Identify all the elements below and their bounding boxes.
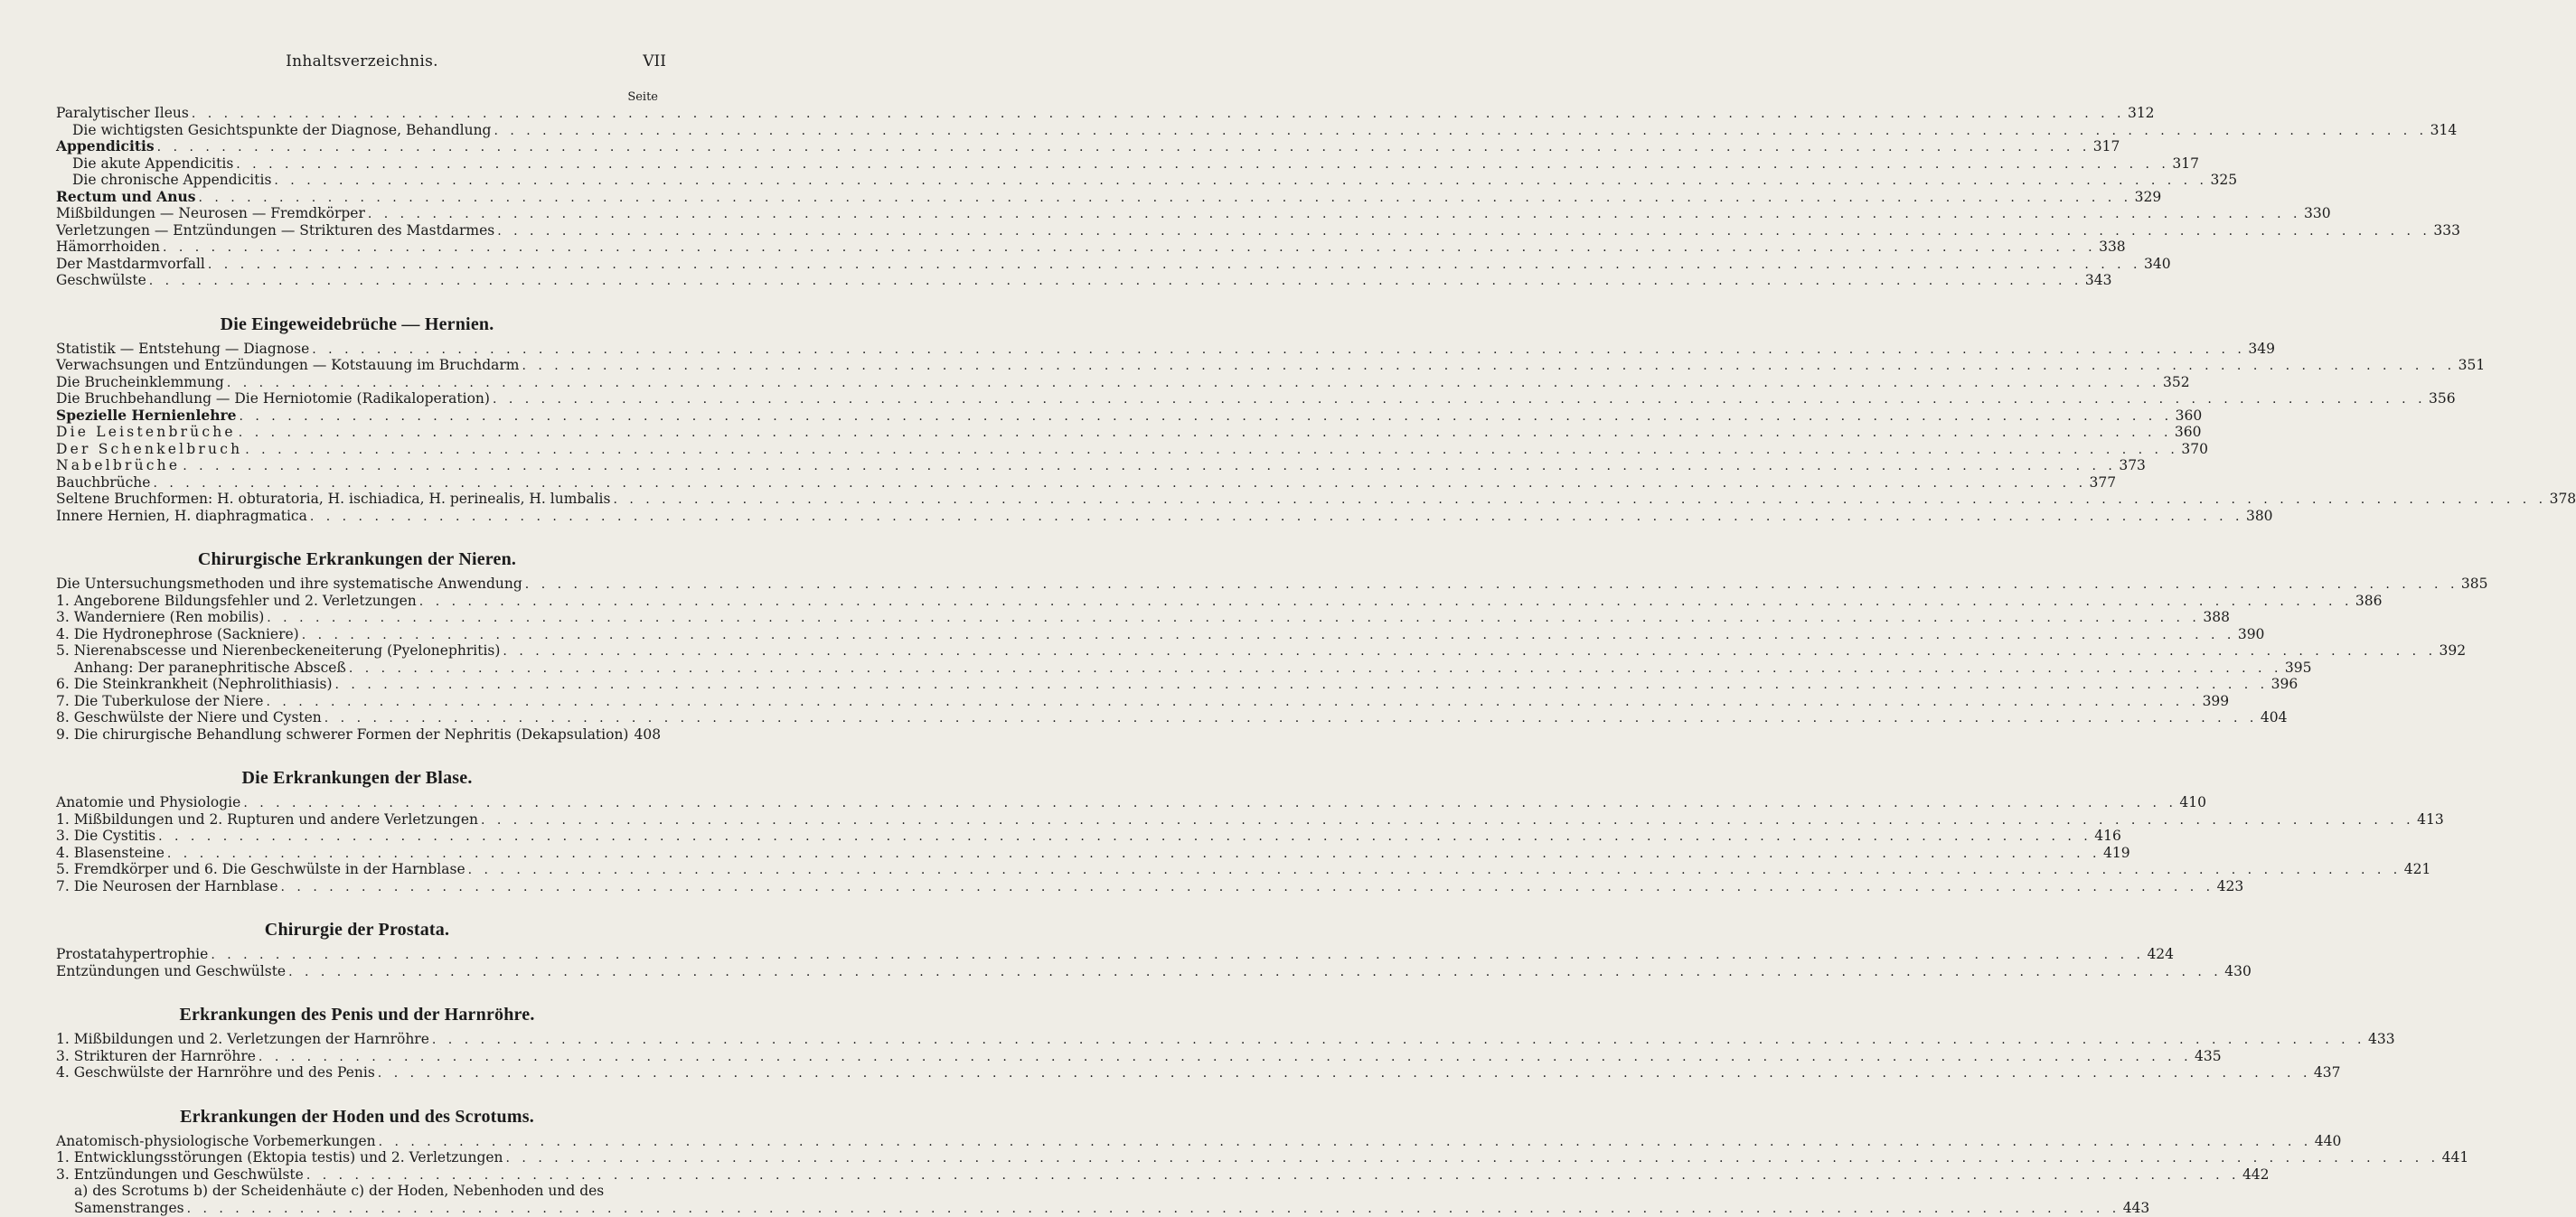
toc-entry-page: 424 <box>2147 946 2174 963</box>
leader-dots: . . . . . . . . . . . . . . . . . . . . . . . . . . . . . . . . . . . . . . . . . . . . . . . . . . . . . . . . . . . . . . . . . . . . . . . . . . . . . . . . . . . . . . . . . . . . . . . . . . . . . . . . . . . . . . . . . . . . . . . . <box>281 879 2214 896</box>
leader-dots: . . . . . . . . . . . . . . . . . . . . . . . . . . . . . . . . . . . . . . . . . . . . . . . . . . . . . . . . . . . . . . . . . . . . . . . . . . . . . . . . . . . . . . . . . . . . . . . . . . . . . . . . . . . . . . . . . . . . . . . . <box>335 677 2269 694</box>
toc-entry-label: Anhang: Der paranephritische Absceß <box>74 660 346 677</box>
toc-entry-page: 356 <box>2429 390 2456 407</box>
toc-entry-page: 435 <box>2195 1048 2222 1065</box>
toc-entry-page: 351 <box>2458 357 2486 374</box>
toc-entry-page: 378 <box>2550 491 2576 508</box>
toc-entry-page: 408 <box>634 726 661 744</box>
toc-entry-label: Verwachsungen und Entzündungen — Kotstauung im Bruchdarm <box>56 357 519 374</box>
toc-entry-label: 1. Entwicklungsstörungen (Ektopia testis) und 2. Verletzungen <box>56 1149 503 1166</box>
toc-entry-page: 433 <box>2368 1031 2395 1048</box>
section-gap <box>56 894 658 919</box>
toc-entry-label: Der Schenkelbruch <box>56 441 242 458</box>
leader-dots: . . . . . . . . . . . . . . . . . . . . . . . . . . . . . . . . . . . . . . . . . . . . . . . . . . . . . . . . . . . . . . . . . . . . . . . . . . . . . . . . . . . . . . . . . . . . . . . . . . . . . . . . . . . . . . . . . . . . . . . . <box>158 828 2092 846</box>
toc-entry-label: Die Leistenbrüche <box>56 424 236 441</box>
leader-dots: . . . . . . . . . . . . . . . . . . . . . . . . . . . . . . . . . . . . . . . . . . . . . . . . . . . . . . . . . . . . . . . . . . . . . . . . . . . . . . . . . . . . . . . . . . . . . . . . . . . . . . . . . . . . . . . . . . . . . . . . <box>306 1167 2240 1184</box>
section-title: Die Erkrankungen der Blase. <box>56 767 658 789</box>
leader-dots: . . . . . . . . . . . . . . . . . . . . . . . . . . . . . . . . . . . . . . . . . . . . . . . . . . . . . . . . . . . . . . . . . . . . . . . . . . . . . . . . . . . . . . . . . . . . . . . . . . . . . . . . . . . . . . . . . . . . . . . . <box>378 1065 2311 1082</box>
section-title: Erkrankungen der Hoden und des Scrotums. <box>56 1106 658 1128</box>
toc-entry-label: 1. Mißbildungen und 2. Rupturen und andere Verletzungen <box>56 811 478 828</box>
toc-entry-page: 329 <box>2135 189 2162 206</box>
leader-dots: . . . . . . . . . . . . . . . . . . . . . . . . . . . . . . . . . . . . . . . . . . . . . . . . . . . . . . . . . . . . . . . . . . . . . . . . . . . . . . . . . . . . . . . . . . . . . . . . . . . . . . . . . . . . . . . . . . . . . . . . <box>259 1049 2192 1066</box>
leader-dots: . . . . . . . . . . . . . . . . . . . . . . . . . . . . . . . . . . . . . . . . . . . . . . . . . . . . . . . . . . . . . . . . . . . . . . . . . . . . . . . . . . . . . . . . . . . . . . . . . . . . . . . . . . . . . . . . . . . . . . . . <box>302 627 2235 644</box>
toc-entry-label: Der Mastdarmvorfall <box>56 256 205 273</box>
toc-entry-label: Die chronische Appendicitis <box>72 172 271 189</box>
toc-entry-page: 343 <box>2085 272 2112 289</box>
toc-entry <box>56 593 658 610</box>
toc-entry-label: Entzündungen und Geschwülste <box>56 963 286 980</box>
toc-entry-label: Die Brucheinklemmung <box>56 374 224 391</box>
toc-entry-page: 312 <box>2128 105 2155 122</box>
leader-dots: . . . . . . . . . . . . . . . . . . . . . . . . . . . . . . . . . . . . . . . . . . . . . . . . . . . . . . . . . . . . . . . . . . . . . . . . . . . . . . . . . . . . . . . . . . . . . . . . . . . . . . . . . . . . . . . . . . . . . . . . <box>432 1032 2365 1049</box>
toc-entry-label: Rectum und Anus <box>56 189 195 206</box>
toc-entry-label: Statistik — Entstehung — Diagnose <box>56 341 309 358</box>
toc-entry-label: 4. Geschwülste der Harnröhre und des Penis <box>56 1064 375 1081</box>
leader-dots: . . . . . . . . . . . . . . . . . . . . . . . . . . . . . . . . . . . . . . . . . . . . . . . . . . . . . . . . . . . . . . . . . . . . . . . . . . . . . . . . . . . . . . . . . . . . . . . . . . . . . . . . . . . . . . . . . . . . . . . . <box>167 846 2101 863</box>
leader-dots: . . . . . . . . . . . . . . . . . . . . . . . . . . . . . . . . . . . . . . . . . . . . . . . . . . . . . . . . . . . . . . . . . . . . . . . . . . . . . . . . . . . . . . . . . . . . . . . . . . . . . . . . . . . . . . . . . . . . . . . . <box>153 475 2086 492</box>
toc-entry-label: Die akute Appendicitis <box>72 155 233 173</box>
toc-entry-page: 349 <box>2248 341 2275 358</box>
toc-entry-page: 395 <box>2285 660 2312 677</box>
toc-entry-label: Nabelbrüche <box>56 457 180 474</box>
section-title: Erkrankungen des Penis und der Harnröhre. <box>56 1004 658 1025</box>
section-title: Chirurgische Erkrankungen der Nieren. <box>56 548 658 570</box>
toc-entry-label: 3. Die Cystitis <box>56 828 155 845</box>
toc-entry-page: 421 <box>2404 861 2431 878</box>
leader-dots: . . . . . . . . . . . . . . . . . . . . . . . . . . . . . . . . . . . . . . . . . . . . . . . . . . . . . . . . . . . . . . . . . . . . . . . . . . . . . . . . . . . . . . . . . . . . . . . . . . . . . . . . . . . . . . . . . . . . . . . . <box>227 375 2160 392</box>
toc-entry <box>56 1064 658 1081</box>
toc-entry-page: 410 <box>2179 794 2206 811</box>
toc-entry-page: 386 <box>2355 593 2383 610</box>
toc-entry-page: 419 <box>2103 845 2130 862</box>
toc-entry-page: 442 <box>2242 1166 2270 1184</box>
toc-entry <box>56 1048 658 1065</box>
toc-entry-page: 352 <box>2163 374 2190 391</box>
toc-entry <box>56 357 658 374</box>
leader-dots: . . . . . . . . . . . . . . . . . . . . . . . . . . . . . . . . . . . . . . . . . . . . . . . . . . . . . . . . . . . . . . . . . . . . . . . . . . . . . . . . . . . . . . . . . . . . . . . . . . . . . . . . . . . . . . . . . . . . . . . . <box>236 156 2169 173</box>
toc-entry <box>56 845 658 862</box>
section-gap <box>56 979 658 1004</box>
toc-entry <box>56 878 658 895</box>
toc-entry <box>56 441 658 458</box>
running-title: Inhaltsverzeichnis. <box>56 52 668 70</box>
page-header <box>56 52 668 74</box>
toc-entry <box>56 122 658 139</box>
toc-entry-label: 5. Nierenabscesse und Nierenbeckeneiterung (Pyelonephritis) <box>56 642 500 660</box>
toc-entry-label: Verletzungen — Entzündungen — Strikturen des Mastdarmes <box>56 222 494 239</box>
toc-entry-label: 7. Die Tuberkulose der Niere <box>56 693 263 710</box>
toc-entry <box>56 155 658 173</box>
toc-entry-label: Die Untersuchungsmethoden und ihre systematische Anwendung <box>56 576 522 593</box>
leader-dots: . . . . . . . . . . . . . . . . . . . . . . . . . . . . . . . . . . . . . . . . . . . . . . . . . . . . . . . . . . . . . . . . . . . . . . . . . . . . . . . . . . . . . . . . . . . . . . . . . . . . . . . . . . . . . . . . . . . . . . . . <box>525 576 2458 594</box>
toc-entry <box>56 474 658 491</box>
toc-entry-page: 437 <box>2314 1064 2341 1081</box>
toc-entry <box>56 272 658 289</box>
leader-dots: . . . . . . . . . . . . . . . . . . . . . . . . . . . . . . . . . . . . . . . . . . . . . . . . . . . . . . . . . . . . . . . . . . . . . . . . . . . . . . . . . . . . . . . . . . . . . . . . . . . . . . . . . . . . . . . . . . . . . . . . <box>310 509 2243 526</box>
toc-entry-page: 333 <box>2433 222 2460 239</box>
toc-entry-page: 325 <box>2211 172 2238 189</box>
section-gap <box>56 289 658 314</box>
toc-entry-page: 430 <box>2224 963 2252 980</box>
toc-entry <box>56 138 658 155</box>
toc-entry-page: 360 <box>2176 407 2203 425</box>
toc-entry-label: Geschwülste <box>56 272 146 289</box>
toc-entry-page: 377 <box>2090 474 2117 491</box>
leader-dots: . . . . . . . . . . . . . . . . . . . . . . . . . . . . . . . . . . . . . . . . . . . . . . . . . . . . . . . . . . . . . . . . . . . . . . . . . . . . . . . . . . . . . . . . . . . . . . . . . . . . . . . . . . . . . . . . . . . . . . . . <box>481 812 2414 829</box>
leader-dots: . . . . . . . . . . . . . . . . . . . . . . . . . . . . . . . . . . . . . . . . . . . . . . . . . . . . . . . . . . . . . . . . . . . . . . . . . . . . . . . . . . . . . . . . . . . . . . . . . . . . . . . . . . . . . . . . . . . . . . . . <box>613 491 2546 509</box>
toc-entry-label: 1. Mißbildungen und 2. Verletzungen der Harnröhre <box>56 1031 429 1048</box>
leader-dots: . . . . . . . . . . . . . . . . . . . . . . . . . . . . . . . . . . . . . . . . . . . . . . . . . . . . . . . . . . . . . . . . . . . . . . . . . . . . . . . . . . . . . . . . . . . . . . . . . . . . . . . . . . . . . . . . . . . . . . . . <box>274 173 2207 190</box>
toc-entry-label: 6. Die Steinkrankheit (Nephrolithiasis) <box>56 676 333 693</box>
toc-entry-label: Innere Hernien, H. diaphragmatica <box>56 508 307 525</box>
section-gap <box>56 743 658 767</box>
leader-dots: . . . . . . . . . . . . . . . . . . . . . . . . . . . . . . . . . . . . . . . . . . . . . . . . . . . . . . . . . . . . . . . . . . . . . . . . . . . . . . . . . . . . . . . . . . . . . . . . . . . . . . . . . . . . . . . . . . . . . . . . <box>208 257 2141 274</box>
leader-dots: . . . . . . . . . . . . . . . . . . . . . . . . . . . . . . . . . . . . . . . . . . . . . . . . . . . . . . . . . . . . . . . . . . . . . . . . . . . . . . . . . . . . . . . . . . . . . . . . . . . . . . . . . . . . . . . . . . . . . . . . <box>192 106 2125 123</box>
toc-entry <box>56 811 658 828</box>
toc-entry <box>56 341 658 358</box>
toc-entry <box>56 794 658 811</box>
toc-entry-page: 338 <box>2099 239 2126 256</box>
toc-entry-label: 7. Die Neurosen der Harnblase <box>56 878 278 895</box>
toc-entry-page: 404 <box>2261 709 2288 726</box>
toc-entry-page: 330 <box>2304 205 2331 222</box>
leader-dots: . . . . . . . . . . . . . . . . . . . . . . . . . . . . . . . . . . . . . . . . . . . . . . . . . . . . . . . . . . . . . . . . . . . . . . . . . . . . . . . . . . . . . . . . . . . . . . . . . . . . . . . . . . . . . . . . . . . . . . . . <box>243 795 2176 812</box>
leader-dots: . . . . . . . . . . . . . . . . . . . . . . . . . . . . . . . . . . . . . . . . . . . . . . . . . . . . . . . . . . . . . . . . . . . . . . . . . . . . . . . . . . . . . . . . . . . . . . . . . . . . . . . . . . . . . . . . . . . . . . . . <box>149 273 2082 290</box>
toc-entry <box>56 256 658 273</box>
toc-entry-label: Prostatahypertrophie <box>56 946 208 963</box>
toc-entry <box>56 508 658 525</box>
toc-entry-page: 390 <box>2238 626 2265 643</box>
toc-entry-page: 416 <box>2094 828 2121 845</box>
toc-entry-label: Mißbildungen — Neurosen — Fremdkörper <box>56 205 365 222</box>
leader-dots: . . . . . . . . . . . . . . . . . . . . . . . . . . . . . . . . . . . . . . . . . . . . . . . . . . . . . . . . . . . . . . . . . . . . . . . . . . . . . . . . . . . . . . . . . . . . . . . . . . . . . . . . . . . . . . . . . . . . . . . . <box>163 239 2096 257</box>
toc-entry-page: 399 <box>2203 693 2230 710</box>
toc-entry <box>56 946 658 963</box>
toc-entry-page: 443 <box>2123 1200 2150 1217</box>
toc-entry <box>56 1031 658 1048</box>
toc-entry <box>56 676 658 693</box>
leader-dots: . . . . . . . . . . . . . . . . . . . . . . . . . . . . . . . . . . . . . . . . . . . . . . . . . . . . . . . . . . . . . . . . . . . . . . . . . . . . . . . . . . . . . . . . . . . . . . . . . . . . . . . . . . . . . . . . . . . . . . . . <box>468 862 2402 879</box>
leader-dots: . . . . . . . . . . . . . . . . . . . . . . . . . . . . . . . . . . . . . . . . . . . . . . . . . . . . . . . . . . . . . . . . . . . . . . . . . . . . . . . . . . . . . . . . . . . . . . . . . . . . . . . . . . . . . . . . . . . . . . . . <box>239 425 2172 442</box>
leader-dots: . . . . . . . . . . . . . . . . . . . . . . . . . . . . . . . . . . . . . . . . . . . . . . . . . . . . . . . . . . . . . . . . . . . . . . . . . . . . . . . . . . . . . . . . . . . . . . . . . . . . . . . . . . . . . . . . . . . . . . . . <box>211 947 2144 964</box>
toc-entry <box>56 609 658 626</box>
toc-entry-page: 370 <box>2181 441 2208 458</box>
toc-entry <box>56 1200 658 1217</box>
toc-entry <box>56 642 658 660</box>
toc-entry <box>56 222 658 239</box>
leader-dots: . . . . . . . . . . . . . . . . . . . . . . . . . . . . . . . . . . . . . . . . . . . . . . . . . . . . . . . . . . . . . . . . . . . . . . . . . . . . . . . . . . . . . . . . . . . . . . . . . . . . . . . . . . . . . . . . . . . . . . . . <box>187 1201 2120 1217</box>
toc-entry-continued: a) des Scrotums b) der Scheidenhäute c) der Hoden, Nebenhoden und des <box>56 1183 658 1200</box>
toc-entry-label: Hämorrhoiden <box>56 239 160 256</box>
toc-entry <box>56 407 658 425</box>
leader-dots: . . . . . . . . . . . . . . . . . . . . . . . . . . . . . . . . . . . . . . . . . . . . . . . . . . . . . . . . . . . . . . . . . . . . . . . . . . . . . . . . . . . . . . . . . . . . . . . . . . . . . . . . . . . . . . . . . . . . . . . . <box>503 643 2436 660</box>
toc-entry <box>56 172 658 189</box>
leader-dots: . . . . . . . . . . . . . . . . . . . . . . . . . . . . . . . . . . . . . . . . . . . . . . . . . . . . . . . . . . . . . . . . . . . . . . . . . . . . . . . . . . . . . . . . . . . . . . . . . . . . . . . . . . . . . . . . . . . . . . . . <box>312 342 2245 359</box>
toc-entry <box>56 861 658 878</box>
toc-entry <box>56 1149 658 1166</box>
toc-entry-label: Paralytischer Ileus <box>56 105 189 122</box>
leader-dots: . . . . . . . . . . . . . . . . . . . . . . . . . . . . . . . . . . . . . . . . . . . . . . . . . . . . . . . . . . . . . . . . . . . . . . . . . . . . . . . . . . . . . . . . . . . . . . . . . . . . . . . . . . . . . . . . . . . . . . . . <box>349 660 2282 678</box>
toc-entry-label: 8. Geschwülste der Niere und Cysten <box>56 709 322 726</box>
leader-dots: . . . . . . . . . . . . . . . . . . . . . . . . . . . . . . . . . . . . . . . . . . . . . . . . . . . . . . . . . . . . . . . . . . . . . . . . . . . . . . . . . . . . . . . . . . . . . . . . . . . . . . . . . . . . . . . . . . . . . . . . <box>493 391 2426 408</box>
leader-dots: . . . . . . . . . . . . . . . . . . . . . . . . . . . . . . . . . . . . . . . . . . . . . . . . . . . . . . . . . . . . . . . . . . . . . . . . . . . . . . . . . . . . . . . . . . . . . . . . . . . . . . . . . . . . . . . . . . . . . . . . <box>198 190 2131 207</box>
toc-entry <box>56 424 658 441</box>
leader-dots: . . . . . . . . . . . . . . . . . . . . . . . . . . . . . . . . . . . . . . . . . . . . . . . . . . . . . . . . . . . . . . . . . . . . . . . . . . . . . . . . . . . . . . . . . . . . . . . . . . . . . . . . . . . . . . . . . . . . . . . . <box>506 1150 2440 1167</box>
toc-entry <box>56 709 658 726</box>
toc-entry-page: 392 <box>2440 642 2467 660</box>
toc-entry-label: Seltene Bruchformen: H. obturatoria, H. ischiadica, H. perinealis, H. lumbalis <box>56 491 610 508</box>
toc-entry <box>56 390 658 407</box>
page-number: VII <box>643 52 666 70</box>
leader-dots: . . . . . . . . . . . . . . . . . . . . . . . . . . . . . . . . . . . . . . . . . . . . . . . . . . . . . . . . . . . . . . . . . . . . . . . . . . . . . . . . . . . . . . . . . . . . . . . . . . . . . . . . . . . . . . . . . . . . . . . . <box>324 710 2258 727</box>
toc-entry-label: Spezielle Hernienlehre <box>56 407 237 425</box>
toc-entry <box>56 189 658 206</box>
toc-entry <box>56 660 658 677</box>
toc-entry <box>56 1133 658 1150</box>
toc-entry-label: Anatomisch-physiologische Vorbemerkungen <box>56 1133 376 1150</box>
toc-entry-page: 396 <box>2271 676 2299 693</box>
toc-entry <box>56 828 658 845</box>
leader-dots: . . . . . . . . . . . . . . . . . . . . . . . . . . . . . . . . . . . . . . . . . . . . . . . . . . . . . . . . . . . . . . . . . . . . . . . . . . . . . . . . . . . . . . . . . . . . . . . . . . . . . . . . . . . . . . . . . . . . . . . . <box>368 206 2301 223</box>
toc-entry-page: 317 <box>2093 138 2120 155</box>
leader-dots: . . . . . . . . . . . . . . . . . . . . . . . . . . . . . . . . . . . . . . . . . . . . . . . . . . . . . . . . . . . . . . . . . . . . . . . . . . . . . . . . . . . . . . . . . . . . . . . . . . . . . . . . . . . . . . . . . . . . . . . . <box>157 139 2091 156</box>
leader-dots: . . . . . . . . . . . . . . . . . . . . . . . . . . . . . . . . . . . . . . . . . . . . . . . . . . . . . . . . . . . . . . . . . . . . . . . . . . . . . . . . . . . . . . . . . . . . . . . . . . . . . . . . . . . . . . . . . . . . . . . . <box>379 1134 2312 1151</box>
leader-dots: . . . . . . . . . . . . . . . . . . . . . . . . . . . . . . . . . . . . . . . . . . . . . . . . . . . . . . . . . . . . . . . . . . . . . . . . . . . . . . . . . . . . . . . . . . . . . . . . . . . . . . . . . . . . . . . . . . . . . . . . <box>419 594 2353 611</box>
toc-entry-page: 380 <box>2246 508 2273 525</box>
leader-dots: . . . . . . . . . . . . . . . . . . . . . . . . . . . . . . . . . . . . . . . . . . . . . . . . . . . . . . . . . . . . . . . . . . . . . . . . . . . . . . . . . . . . . . . . . . . . . . . . . . . . . . . . . . . . . . . . . . . . . . . . <box>497 223 2430 240</box>
section-title: Die Eingeweidebrüche — Hernien. <box>56 314 658 335</box>
toc-entry <box>56 1166 658 1184</box>
leader-dots: . . . . . . . . . . . . . . . . . . . . . . . . . . . . . . . . . . . . . . . . . . . . . . . . . . . . . . . . . . . . . . . . . . . . . . . . . . . . . . . . . . . . . . . . . . . . . . . . . . . . . . . . . . . . . . . . . . . . . . . . <box>288 964 2222 981</box>
leader-dots: . . . . . . . . . . . . . . . . . . . . . . . . . . . . . . . . . . . . . . . . . . . . . . . . . . . . . . . . . . . . . . . . . . . . . . . . . . . . . . . . . . . . . . . . . . . . . . . . . . . . . . . . . . . . . . . . . . . . . . . . <box>266 694 2199 711</box>
section-title: Chirurgie der Prostata. <box>56 919 658 941</box>
toc-entry <box>56 491 658 508</box>
toc-entry-label: Appendicitis <box>56 138 155 155</box>
table-of-contents <box>56 90 658 1216</box>
leader-dots: . . . . . . . . . . . . . . . . . . . . . . . . . . . . . . . . . . . . . . . . . . . . . . . . . . . . . . . . . . . . . . . . . . . . . . . . . . . . . . . . . . . . . . . . . . . . . . . . . . . . . . . . . . . . . . . . . . . . . . . . <box>245 442 2178 459</box>
toc-entry <box>56 105 658 122</box>
toc-entry-label: 4. Die Hydronephrose (Sackniere) <box>56 626 299 643</box>
toc-entry <box>56 457 658 474</box>
seite-label: Seite <box>56 90 658 105</box>
toc-entry-label: 5. Fremdkörper und 6. Die Geschwülste in der Harnblase <box>56 861 465 878</box>
toc-entry-page: 385 <box>2461 576 2488 593</box>
leader-dots: . . . . . . . . . . . . . . . . . . . . . . . . . . . . . . . . . . . . . . . . . . . . . . . . . . . . . . . . . . . . . . . . . . . . . . . . . . . . . . . . . . . . . . . . . . . . . . . . . . . . . . . . . . . . . . . . . . . . . . . . <box>240 408 2173 426</box>
section-gap <box>56 524 658 548</box>
toc-entry-label: 3. Entzündungen und Geschwülste <box>56 1166 304 1184</box>
toc-entry-page: 423 <box>2217 878 2244 895</box>
toc-entry <box>56 626 658 643</box>
toc-entry-label: 1. Angeborene Bildungsfehler und 2. Verletzungen <box>56 593 417 610</box>
toc-entry-label: 9. Die chirurgische Behandlung schwerer Formen der Nephritis (Dekapsulation) <box>56 726 628 744</box>
section-gap <box>56 1081 658 1106</box>
toc-entry <box>56 374 658 391</box>
toc-entry-page: 440 <box>2315 1133 2342 1150</box>
toc-entry <box>56 239 658 256</box>
leader-dots: . . . . . . . . . . . . . . . . . . . . . . . . . . . . . . . . . . . . . . . . . . . . . . . . . . . . . . . . . . . . . . . . . . . . . . . . . . . . . . . . . . . . . . . . . . . . . . . . . . . . . . . . . . . . . . . . . . . . . . . . <box>494 123 2427 140</box>
toc-entry-page: 317 <box>2172 155 2199 173</box>
toc-entry-page: 413 <box>2417 811 2444 828</box>
toc-entry <box>56 576 658 593</box>
leader-dots: . . . . . . . . . . . . . . . . . . . . . . . . . . . . . . . . . . . . . . . . . . . . . . . . . . . . . . . . . . . . . . . . . . . . . . . . . . . . . . . . . . . . . . . . . . . . . . . . . . . . . . . . . . . . . . . . . . . . . . . . <box>267 610 2200 627</box>
toc-entry-page: 340 <box>2144 256 2171 273</box>
toc-entry-page: 373 <box>2119 457 2146 474</box>
toc-entry-label: Die Bruchbehandlung — Die Herniotomie (Radikaloperation) <box>56 390 490 407</box>
toc-entry-label: Samenstranges <box>74 1200 184 1217</box>
toc-entry-page: 360 <box>2175 424 2202 441</box>
toc-entry <box>56 963 658 980</box>
toc-entry-page: 388 <box>2203 609 2230 626</box>
leader-dots: . . . . . . . . . . . . . . . . . . . . . . . . . . . . . . . . . . . . . . . . . . . . . . . . . . . . . . . . . . . . . . . . . . . . . . . . . . . . . . . . . . . . . . . . . . . . . . . . . . . . . . . . . . . . . . . . . . . . . . . . <box>522 358 2455 375</box>
toc-entry <box>56 726 658 744</box>
toc-entry-page: 314 <box>2430 122 2458 139</box>
leader-dots: . . . . . . . . . . . . . . . . . . . . . . . . . . . . . . . . . . . . . . . . . . . . . . . . . . . . . . . . . . . . . . . . . . . . . . . . . . . . . . . . . . . . . . . . . . . . . . . . . . . . . . . . . . . . . . . . . . . . . . . . <box>183 458 2116 475</box>
toc-entry-label: Die wichtigsten Gesichtspunkte der Diagnose, Behandlung <box>72 122 491 139</box>
toc-entry-label: 3. Strikturen der Harnröhre <box>56 1048 256 1065</box>
toc-entry-page: 441 <box>2442 1149 2469 1166</box>
toc-entry-label: 3. Wanderniere (Ren mobilis) <box>56 609 264 626</box>
toc-entry <box>56 205 658 222</box>
toc-entry-label: Bauchbrüche <box>56 474 150 491</box>
toc-entry <box>56 693 658 710</box>
toc-entry-label: Anatomie und Physiologie <box>56 794 240 811</box>
toc-entry-label: 4. Blasensteine <box>56 845 165 862</box>
